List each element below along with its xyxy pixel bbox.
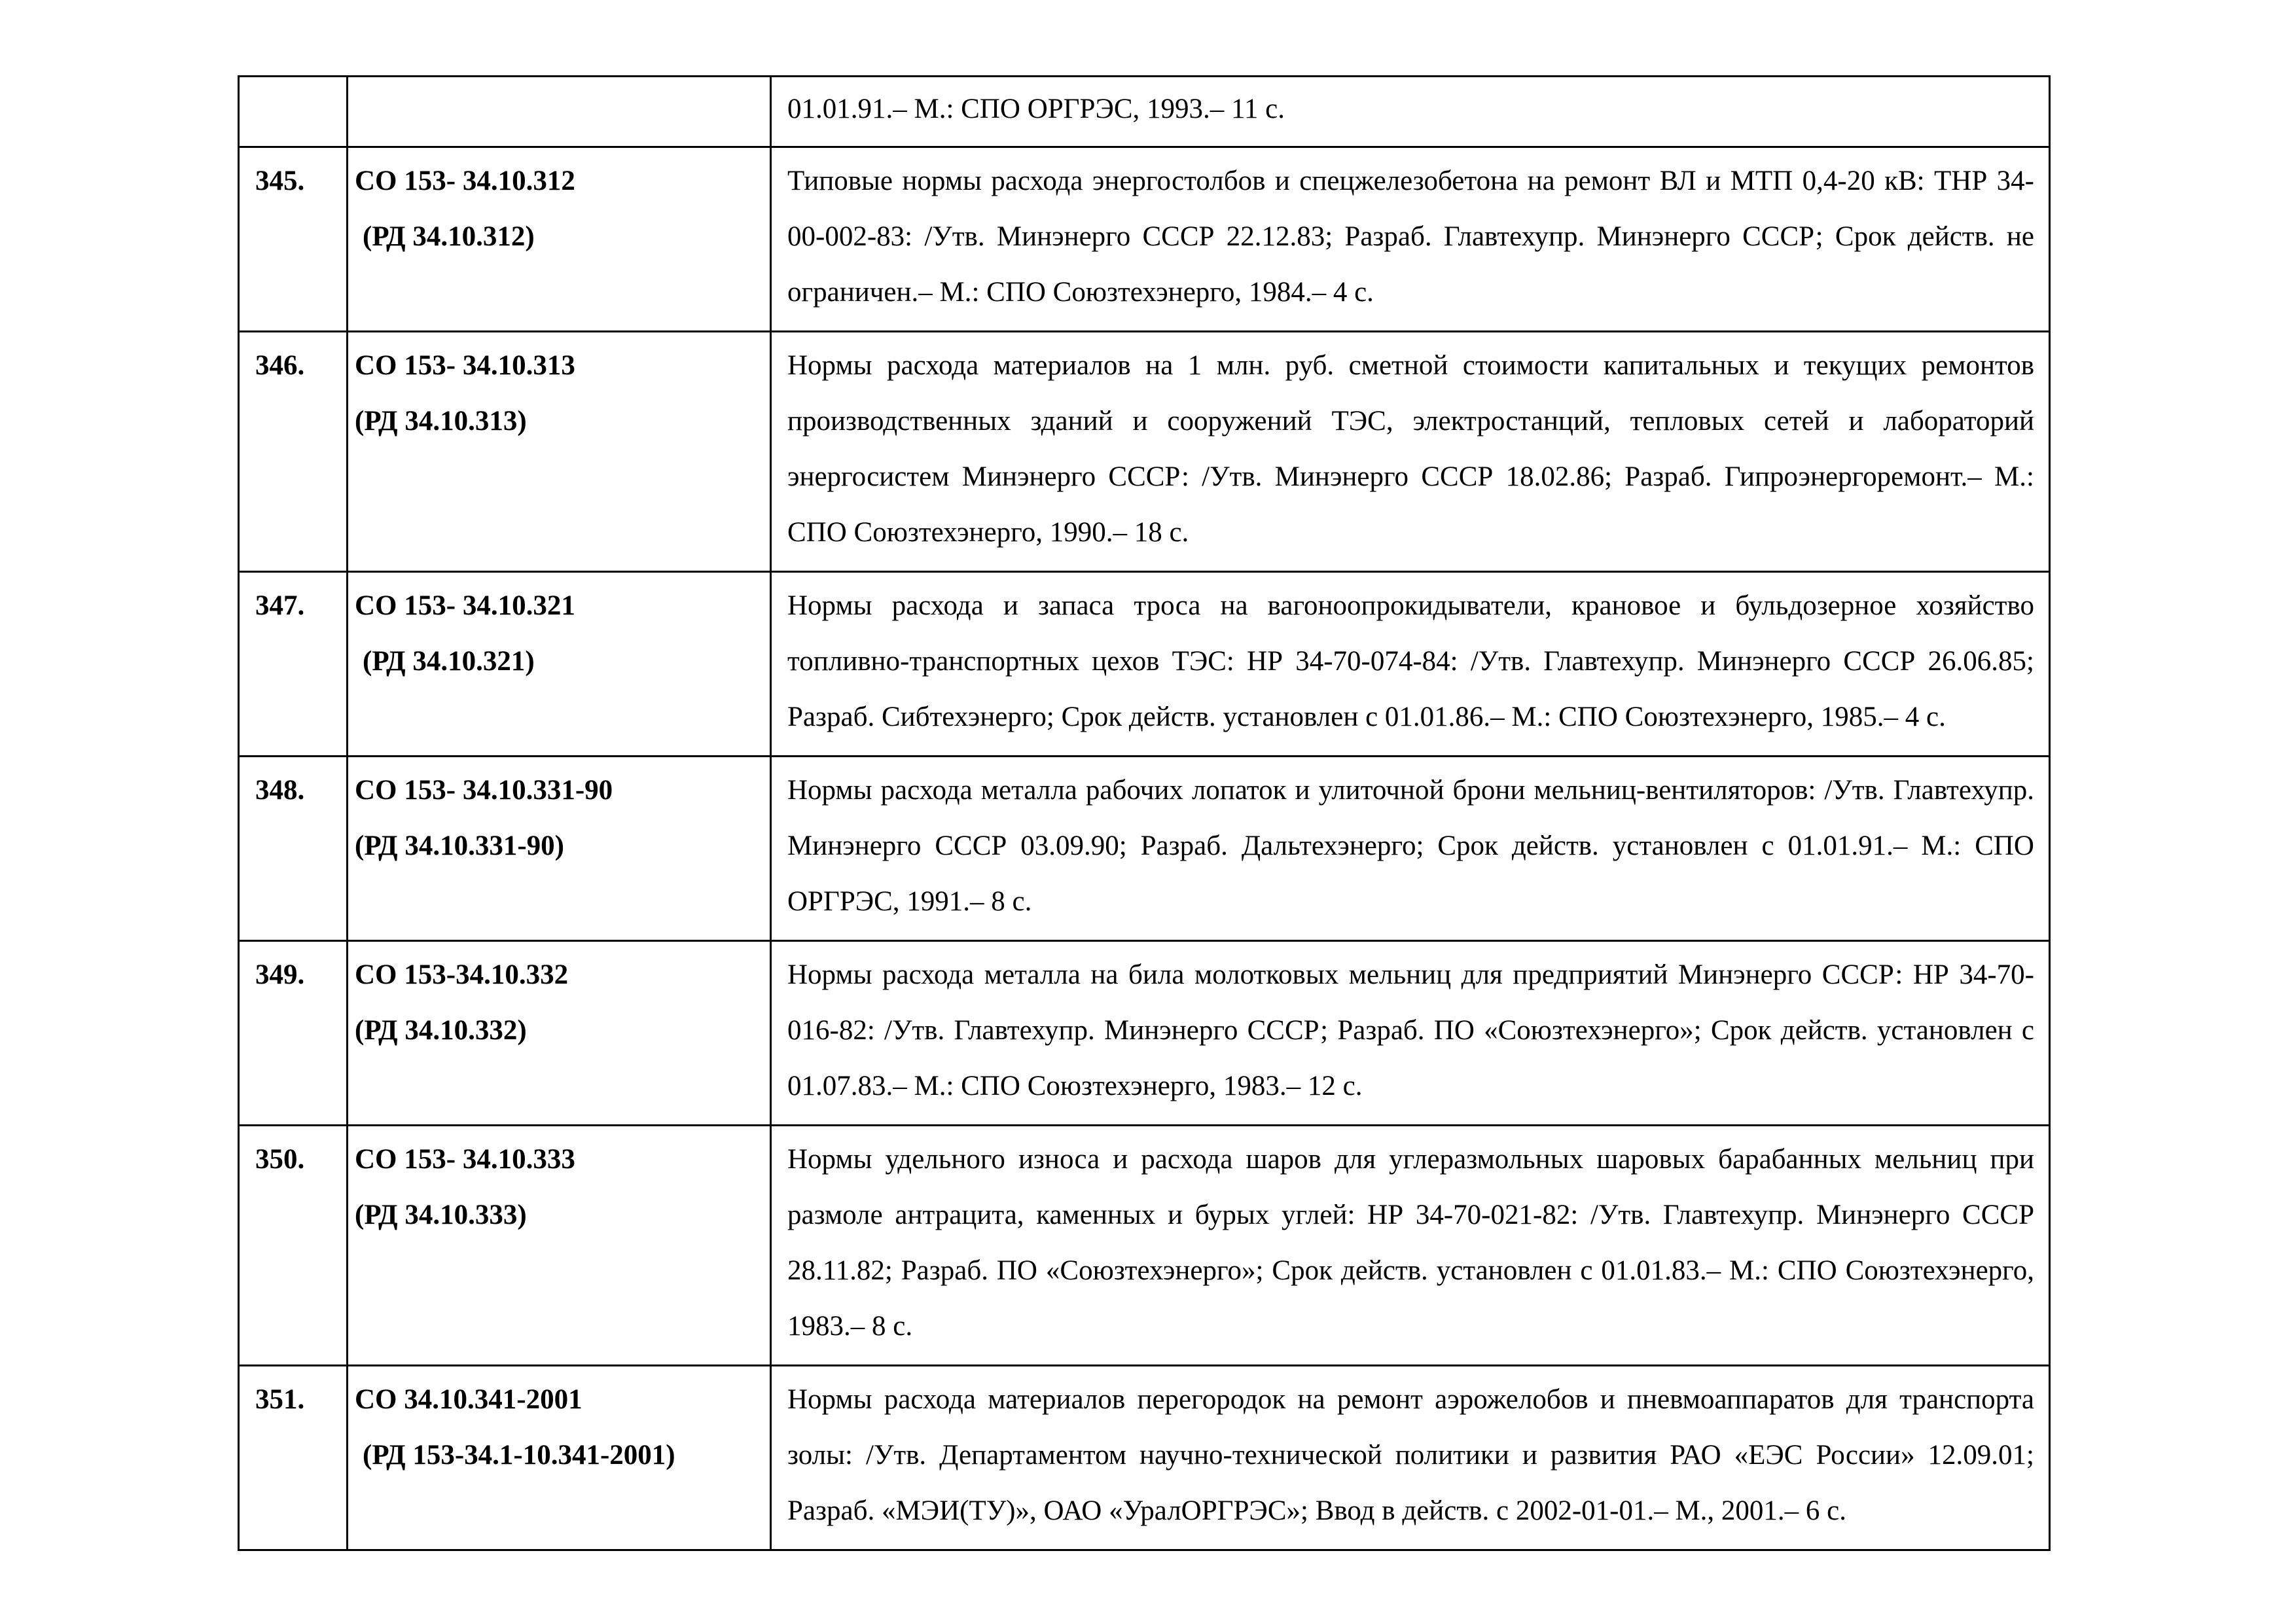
row-number: 350. (239, 1126, 348, 1366)
document-code: СО 153- 34.10.312 (355, 166, 575, 196)
table-row (239, 147, 2050, 332)
document-code: СО 153-34.10.332 (355, 959, 569, 990)
description: Типовые нормы расхода энергостолбов и спецжелезобетона на ремонт ВЛ и МТП 0,4-20 кВ: ТНР 34-00-002-83: /Утв. Минэнерго СССР 22.12.83; Разраб. Главтехупр. Минэнерго СССР; Срок действ. не ограничен.– М.: СПО Союзтехэнерго, 1984.– 4 с. (771, 147, 2050, 332)
document-code: СО 153- 34.10.321 (355, 590, 575, 621)
document-code-cell (348, 1366, 771, 1550)
description: Нормы расхода металла на била молотковых мельниц для предприятий Минэнерго СССР: НР 34-70-016-82: /Утв. Главтехупр. Минэнерго СССР; Разраб. ПО «Союзтехэнерго»; Срок действ. установлен с 01.07.83.– М.: СПО Союзтехэнерго, 1983.– 12 с. (771, 941, 2050, 1126)
document-code-cell (348, 757, 771, 941)
description: Нормы расхода металла рабочих лопаток и улиточной брони мельниц-вентиляторов: /Утв. Главтехупр. Минэнерго СССР 03.09.90; Разраб. Дальтехэнерго; Срок действ. установлен с 01.01.91.– М.: СПО ОРГРЭС, 1991.– 8 с. (771, 757, 2050, 941)
document-code: СО 153- 34.10.331-90 (355, 775, 613, 806)
description-cell: 01.01.91.– М.: СПО ОРГРЭС, 1993.– 11 с. (771, 77, 2050, 147)
row-number: 348. (239, 757, 348, 941)
document-code-cell (348, 77, 771, 147)
table-row (239, 572, 2050, 757)
description: Нормы расхода материалов перегородок на ремонт аэрожелобов и пневмоаппаратов для транспорта золы: /Утв. Департаментом научно-технической политики и развития РАО «ЕЭС России» 12.09.01; Разраб. «МЭИ(ТУ)», ОАО «УралОРГРЭС»; Ввод в действ. с 2002-01-01.– М., 2001.– 6 с. (771, 1366, 2050, 1550)
document-alt-code: (РД 153-34.1-10.341-2001) (363, 1440, 675, 1471)
row-number-cell (239, 77, 348, 147)
row-number: 345. (239, 147, 348, 332)
row-number: 351. (239, 1366, 348, 1550)
document-code: СО 153- 34.10.313 (355, 350, 575, 381)
description: Нормы расхода и запаса троса на вагоноопрокидыватели, крановое и бульдозерное хозяйство топливно-транспортных цехов ТЭС: НР 34-70-074-84: /Утв. Главтехупр. Минэнерго СССР 26.06.85; Разраб. Сибтехэнерго; Срок действ. установлен с 01.01.86.– М.: СПО Союзтехэнерго, 1985.– 4 с. (771, 572, 2050, 757)
table-row (239, 1366, 2050, 1550)
document-alt-code: (РД 34.10.321) (363, 646, 535, 677)
row-number: 346. (239, 332, 348, 572)
table-row (239, 332, 2050, 572)
standards-table (238, 75, 2051, 1551)
document-alt-code: (РД 34.10.333) (355, 1200, 527, 1230)
document-code-cell (348, 941, 771, 1126)
document-alt-code: (РД 34.10.331-90) (355, 830, 564, 861)
table-row (239, 1126, 2050, 1366)
document-alt-code: (РД 34.10.312) (363, 221, 535, 252)
row-number: 349. (239, 941, 348, 1126)
document-code-cell (348, 1126, 771, 1366)
document-alt-code: (РД 34.10.313) (355, 406, 527, 437)
table-row (239, 941, 2050, 1126)
description: Нормы расхода материалов на 1 млн. руб. сметной стоимости капитальных и текущих ремонтов производственных зданий и сооружений ТЭС, электростанций, тепловых сетей и лабораторий энергосистем Минэнерго СССР: /Утв. Минэнерго СССР 18.02.86; Разраб. Гипроэнергоремонт.– М.: СПО Союзтехэнерго, 1990.– 18 с. (771, 332, 2050, 572)
document-code: СО 153- 34.10.333 (355, 1144, 575, 1175)
description: Нормы удельного износа и расхода шаров для углеразмольных шаровых барабанных мельниц при размоле антрацита, каменных и бурых углей: НР 34-70-021-82: /Утв. Главтехупр. Минэнерго СССР 28.11.82; Разраб. ПО «Союзтехэнерго»; Срок действ. установлен с 01.01.83.– М.: СПО Союзтехэнерго, 1983.– 8 с. (771, 1126, 2050, 1366)
document-code-cell (348, 572, 771, 757)
document-code-cell (348, 147, 771, 332)
table-row (239, 757, 2050, 941)
table-row-continuation (239, 77, 2050, 147)
document-code-cell (348, 332, 771, 572)
document-alt-code: (РД 34.10.332) (355, 1015, 527, 1046)
row-number: 347. (239, 572, 348, 757)
document-code: СО 34.10.341-2001 (355, 1384, 583, 1415)
